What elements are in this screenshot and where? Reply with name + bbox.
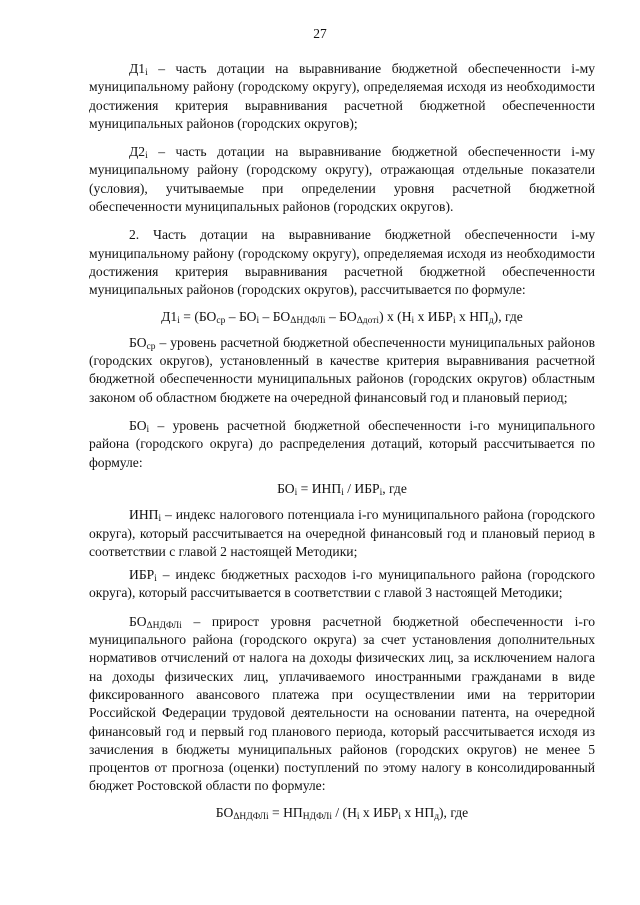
- formula-subscript: ΔНДФЛi: [233, 811, 269, 822]
- formula-part: = ИНП: [297, 480, 342, 496]
- formula-subscript: ΔНДФЛi: [290, 315, 326, 326]
- paragraph-inp-definition: [89, 506, 595, 561]
- formula-part: – БО: [225, 308, 257, 324]
- term-subscript: i: [154, 574, 157, 585]
- formula-subscript: i: [256, 315, 260, 326]
- definition-text: – прирост уровня расчетной бюджетной обеспеченности i-го муниципального района (городского округа) за счет установления дополнительных нормативов отчислений от налога на доходы физических лиц, за исключением налога на доходы физических лиц, уплачиваемого иностранными гражданами в виде фиксированного авансового платежа при осуществлении ими на территории Российской Федерации трудовой деятельности на основании патента, на очередной финансовый год и первый год планового периода, который рассчитывается исходя из зачисления в бюджеты муниципальных районов (городских округов) не менее 5 процентов от прогноза (оценки) поступлений по этому налогу в консолидированный бюджет Ростовской области по формуле:: [89, 613, 595, 794]
- formula-part: = НП: [268, 804, 303, 820]
- formula-subscript: i: [379, 487, 383, 498]
- formula-subscript: i: [411, 315, 415, 326]
- term-subscript: i: [145, 68, 148, 78]
- term-subscript: ΔНДФЛi: [146, 620, 182, 631]
- paragraph-d1-definition: [89, 60, 595, 133]
- definition-text: – уровень расчетной бюджетной обеспеченности i-го муниципального района (городского округа) до распределения дотаций, который рассчитывается по формуле:: [89, 418, 595, 470]
- formula-subscript: НДФЛi: [302, 811, 332, 822]
- page-number: 27: [313, 26, 327, 41]
- formula-d1: [89, 308, 595, 326]
- definition-text: – индекс налогового потенциала i-го муниципального района (городского округа), который рассчитывается на очередной финансовый год и плановый период в соответствии с главой 2 настоящей Методики;: [89, 507, 595, 559]
- formula-part: x НП: [455, 308, 489, 324]
- formula-subscript: д: [488, 315, 494, 326]
- formula-part: x ИБР: [359, 804, 399, 820]
- term-subscript: i: [145, 151, 148, 162]
- term: Д1: [129, 61, 146, 76]
- formula-part: – БО: [325, 308, 357, 324]
- term: БО: [129, 418, 147, 434]
- term: ИБР: [129, 567, 155, 583]
- formula-part: Д1: [161, 308, 178, 324]
- document-body: [89, 60, 595, 830]
- term: БО: [129, 613, 147, 629]
- formula-subscript: i: [341, 487, 344, 498]
- paragraph-section-2: [89, 226, 595, 299]
- formula-part: , где: [382, 480, 407, 496]
- paragraph-text: 2. Часть дотации на выравнивание бюджетной обеспеченности i-му муниципальному району (городскому округу), определяемая исходя из необходимости достижения критерия выравнивания расчетной бюджетной обеспеченности муниципальных районов (городских округов), рассчитывается по формуле:: [89, 227, 595, 298]
- definition-text: – индекс бюджетных расходов i-го муниципального района (городского округа), который рассчитывается в соответствии с главой 3 настоящей Методики;: [89, 567, 595, 601]
- formula-part: / ИБР: [343, 480, 380, 496]
- paragraph-ibr-definition: [89, 566, 595, 603]
- formula-subscript: ср: [216, 315, 226, 326]
- term-subscript: i: [158, 514, 162, 525]
- paragraph-bo-i-definition: [89, 417, 595, 472]
- term: Д2: [129, 144, 146, 160]
- definition-text: – часть дотации на выравнивание бюджетной обеспеченности i-му муниципальному району (городскому округу), отражающая отдельные показатели (условия), учитываемые при определении уровня расчетной бюджетной обеспеченности муниципальных районов (городских округов).: [89, 144, 595, 215]
- formula-bo-i: [89, 480, 595, 498]
- term: ИНП: [129, 507, 159, 523]
- formula-subscript: i: [452, 315, 456, 326]
- formula-bo-ndfl: [89, 804, 595, 822]
- formula-part: ), где: [493, 308, 523, 324]
- term: БО: [129, 334, 147, 350]
- formula-subscript: Δдотi: [356, 315, 380, 326]
- term-subscript: ср: [146, 341, 156, 352]
- formula-part: БО: [277, 480, 295, 496]
- formula-subscript: i: [398, 811, 401, 822]
- definition-text: – уровень расчетной бюджетной обеспеченности муниципальных районов (городских округов), установленный в качестве критерия выравнивания расчетной бюджетной обеспеченности муниципальных районов (городских округов) областным законом об областном бюджете на очередной финансовый год и плановый период;: [89, 334, 595, 405]
- paragraph-d2-definition: [89, 143, 595, 216]
- formula-part: ) x (Н: [379, 308, 412, 324]
- paragraph-bo-ndfl-definition: [89, 613, 595, 796]
- formula-part: x ИБР: [414, 308, 453, 324]
- formula-subscript: д: [434, 811, 440, 822]
- formula-subscript: i: [177, 315, 180, 326]
- formula-part: / (Н: [331, 804, 357, 820]
- formula-part: = (БО: [179, 308, 217, 324]
- formula-part: ), где: [439, 804, 469, 820]
- formula-subscript: i: [294, 487, 298, 498]
- formula-part: x НП: [400, 804, 435, 820]
- definition-text: – часть дотации на выравнивание бюджетной обеспеченности i-му муниципальному району (городскому округу), определяемая исходя из необходимости достижения критерия выравнивания расчетной бюджетной обеспеченности муниципальных районов (городских округов);: [89, 61, 595, 131]
- term-subscript: i: [146, 425, 150, 436]
- formula-part: БО: [215, 804, 234, 820]
- formula-subscript: i: [356, 811, 360, 822]
- paragraph-bo-sr-definition: [89, 334, 595, 407]
- formula-part: – БО: [259, 308, 291, 324]
